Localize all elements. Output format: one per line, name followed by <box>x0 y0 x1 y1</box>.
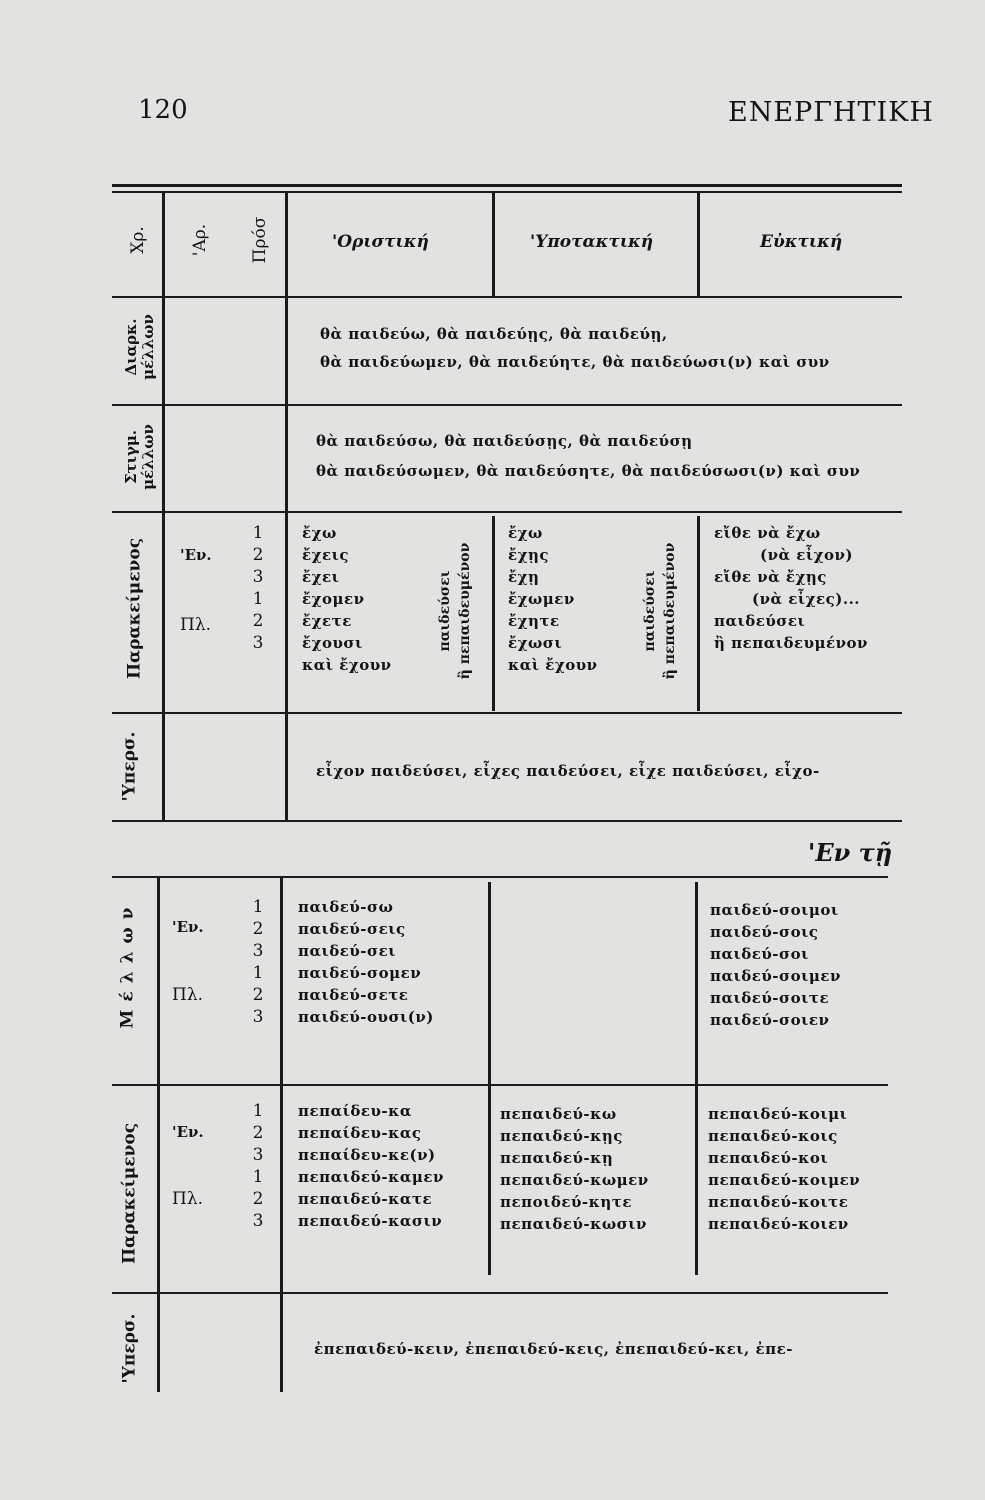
rule <box>112 712 902 714</box>
header-tense: Χρ. <box>128 226 148 254</box>
perfect-optative-forms: εἴθε νὰ ἔχω (νὰ εἶχον) εἴθε νὰ ἔχῃς (νὰ εἶχες)... παιδεύσει ἢ πεπαιδευμένον <box>714 524 868 652</box>
page-number: 120 <box>138 95 188 125</box>
future-continuous-forms: θὰ παιδεύω, θὰ παιδεύῃς, θὰ παιδεύῃ, θὰ παιδεύωμεν, θὰ παιδεύητε, θὰ παιδεύωσι(ν) καὶ συν <box>320 325 830 371</box>
continuation-cue: 'Εν τῇ <box>808 838 893 867</box>
number-singular: 'Εν. <box>172 918 204 936</box>
tense-perfect: Παρακείμενος <box>119 1122 140 1265</box>
number-singular: 'Εν. <box>180 546 212 564</box>
rule <box>112 1292 888 1294</box>
perfect-indicative-participle: παιδεύσει ἢ πεπαιδευμένον <box>437 542 473 680</box>
header-number: 'Αρ. <box>190 223 210 257</box>
rule <box>112 404 902 406</box>
column-line <box>162 193 165 820</box>
perfect-subjunctive-participle: παιδεύσει ἢ πεπαιδευμένον <box>642 542 678 680</box>
running-title: ΕΝΕΡΓΗΤΙΚΗ <box>728 97 934 128</box>
column-line <box>697 516 700 711</box>
rule <box>112 191 902 193</box>
rule <box>112 1084 888 1086</box>
number-plural: Πλ. <box>172 985 204 1005</box>
header-person: Πρόσ <box>250 216 270 264</box>
column-line <box>492 516 495 711</box>
person-numbers: 1 2 3 1 2 3 <box>252 523 264 653</box>
perfect-subjunctive-forms: πεπαιδεύ-κω πεπαιδεύ-κῃς πεπαιδεύ-κῃ πεπαιδεύ-κωμεν πεποιδεύ-κητε πεπαιδεύ-κωσιν <box>500 1105 649 1233</box>
column-line <box>285 193 288 820</box>
column-line <box>488 882 491 1275</box>
number-singular: 'Εν. <box>172 1123 204 1141</box>
tense-future-simple: Στιγμ. μέλλων <box>122 424 157 490</box>
pluperfect-forms: εἶχον παιδεύσει, εἶχες παιδεύσει, εἶχε παιδεύσει, εἶχο- <box>316 762 820 780</box>
tense-pluperfect: 'Υπερσ. <box>119 731 140 802</box>
rule <box>112 876 888 878</box>
header-indicative: 'Οριστική <box>332 232 429 252</box>
future-simple-forms: θὰ παιδεύσω, θὰ παιδεύσῃς, θὰ παιδεύσῃ θὰ παιδεύσωμεν, θὰ παιδεύσητε, θὰ παιδεύσωσι(ν) καὶ συν <box>316 432 861 480</box>
person-numbers: 1 2 3 1 2 3 <box>252 1101 264 1231</box>
header-optative: Εὐκτική <box>760 232 843 252</box>
future-indicative-forms: παιδεύ-σω παιδεύ-σεις παιδεύ-σει παιδεύ-σομεν παιδεύ-σετε παιδεύ-ουσι(ν) <box>298 898 434 1026</box>
perfect-subjunctive-forms: ἔχω ἔχῃς ἔχῃ ἔχωμεν ἔχητε ἔχωσι καὶ ἔχουν <box>508 524 598 674</box>
rule <box>112 296 902 298</box>
tense-future: Μέλλων <box>117 899 138 1029</box>
column-line <box>492 193 495 296</box>
number-plural: Πλ. <box>172 1189 204 1209</box>
column-line <box>157 878 160 1392</box>
tense-future-continuous: Διαρκ. μέλλων <box>122 314 157 380</box>
pluperfect-forms: ἐπεπαιδεύ-κειν, ἐπεπαιδεύ-κεις, ἐπεπαιδεύ-κει, ἐπε- <box>314 1340 793 1358</box>
rule <box>112 820 902 822</box>
perfect-optative-forms: πεπαιδεύ-κοιμι πεπαιδεύ-κοις πεπαιδεύ-κοι πεπαιδεύ-κοιμεν πεπαιδεύ-κοιτε πεπαιδεύ-κοιεν <box>708 1105 861 1233</box>
perfect-indicative-forms: πεπαίδευ-κα πεπαίδευ-κας πεπαίδευ-κε(ν) πεπαιδεύ-καμεν πεπαιδεύ-κατε πεπαιδεύ-κασιν <box>298 1102 444 1230</box>
perfect-indicative-forms: ἔχω ἔχεις ἔχει ἔχομεν ἔχετε ἔχουσι καὶ ἔχουν <box>302 524 392 674</box>
column-line <box>695 882 698 1275</box>
rule <box>112 184 902 187</box>
tense-perfect: Παρακείμενος <box>124 537 145 680</box>
column-line <box>697 193 700 296</box>
tense-pluperfect: 'Υπερσ. <box>119 1313 140 1384</box>
number-plural: Πλ. <box>180 615 212 635</box>
column-line <box>280 878 283 1392</box>
header-subjunctive: 'Υποτακτική <box>530 232 654 252</box>
future-optative-forms: παιδεύ-σοιμοι παιδεύ-σοις παιδεύ-σοι παιδεύ-σοιμεν παιδεύ-σοιτε παιδεύ-σοιεν <box>710 901 841 1029</box>
person-numbers: 1 2 3 1 2 3 <box>252 897 264 1027</box>
rule <box>112 511 902 513</box>
